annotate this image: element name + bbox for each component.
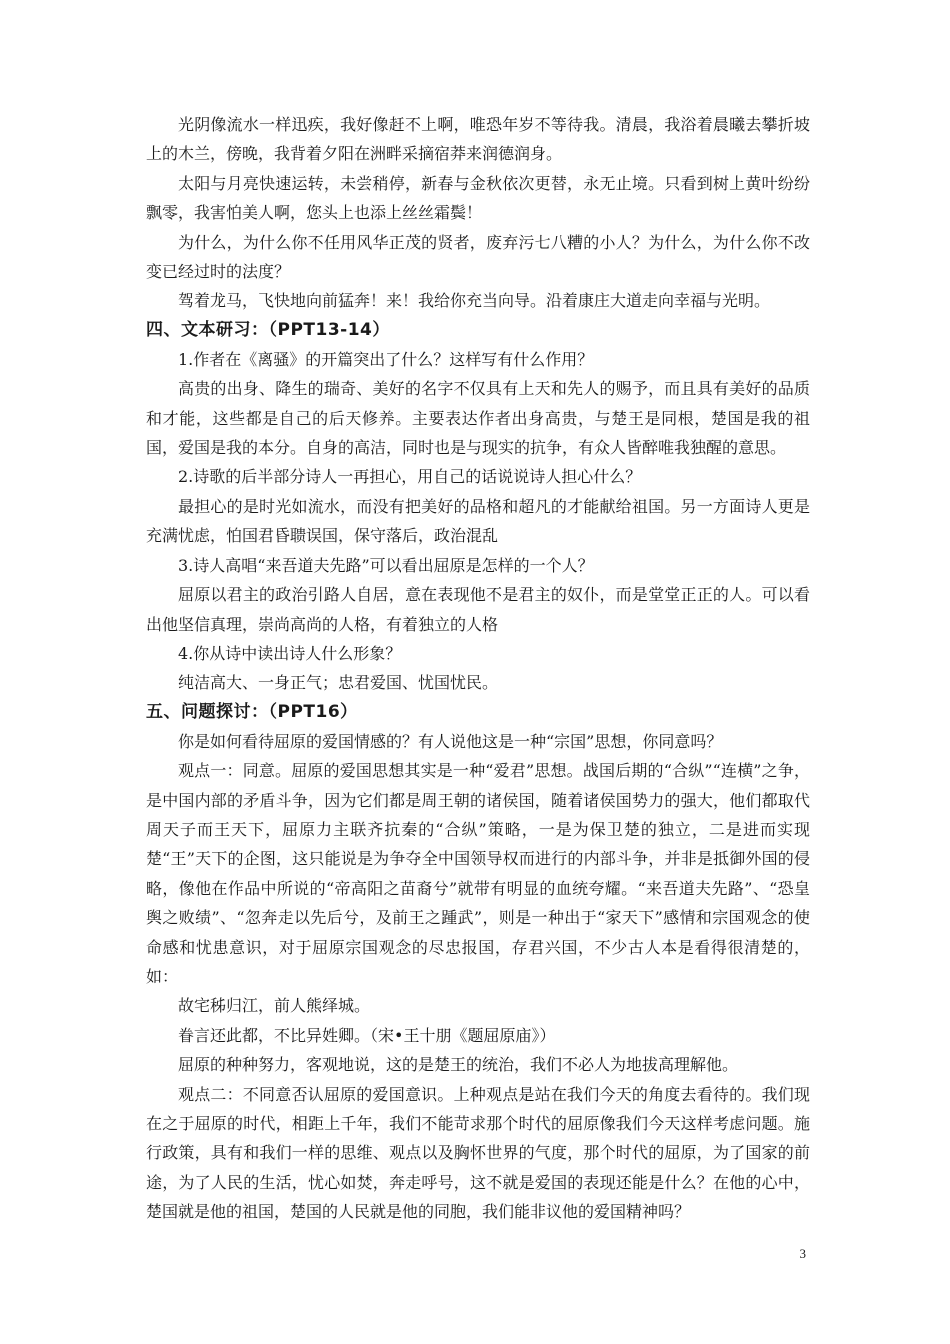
viewpoint-paragraph: 观点一：同意。屈原的爱国思想其实是一种“爱君”思想。战国后期的“合纵”“连横”之争，是中国内部的矛盾斗争，因为它们都是周王朝的诸侯国，随着诸侯国势力的强大，他们都取代周天子而王天下，屈原力主联齐抗秦的“合纵”策略，一是为保卫楚的独立，二是进而实现楚“王”天下的企图，这只能说是为争夺全中国领导权而进行的内部斗争，并非是抵御外国的侵略，像他在作品中所说的“帝高阳之苗裔兮”就带有明显的血统夸耀。“来吾道夫先路”、“恐皇舆之败绩”、“忽奔走以先后兮，及前王之踵武”，则是一种出于“家天下”感情和宗国观念的使命感和忧患意识，对于屈原宗国观念的尽忠报国，存君兴国，不少古人本是看得很清楚的，如： [146,761,810,986]
poem-line: 眷言还此都，不比异姓卿。（宋•王十朋《题屈原庙》） [178,1025,556,1045]
question: 3.诗人高唱“来吾道夫先路”可以看出屈原是怎样的一个人？ [178,555,594,575]
document-body [146,110,810,1227]
answer: 最担心的是时光如流水，而没有把美好的品格和超凡的才能献给祖国。另一方面诗人更是充满忧虑，怕国君昏聩误国，保守落后，政治混乱 [146,496,810,546]
question: 你是如何看待屈原的爱国情感的？有人说他这是一种“宗国”思想，你同意吗？ [178,731,723,751]
poem-line: 故宅秭归江，前人熊绎城。 [178,996,371,1016]
answer: 纯洁高大、一身正气；忠君爱国、忧国忧民。 [178,673,499,693]
question: 4.你从诗中读出诗人什么形象？ [178,643,402,663]
paragraph: 屈原的种种努力，客观地说，这的是楚王的统治，我们不必人为地拔高理解他。 [178,1055,739,1075]
paragraph: 为什么，为什么你不任用风华正茂的贤者，废弃污七八糟的小人？为什么，为什么你不改变已经过时的法度？ [146,232,810,282]
answer: 高贵的出身、降生的瑞奇、美好的名字不仅具有上天和先人的赐予，而且具有美好的品质和才能，这些都是自己的后天修养。主要表达作者出身高贵，与楚王是同根，楚国是我的祖国，爱国是我的本分。自身的高洁，同时也是与现实的抗争，有众人皆醉唯我独醒的意思。 [146,379,810,458]
viewpoint-paragraph: 观点二：不同意否认屈原的爱国意识。上种观点是站在我们今天的角度去看待的。我们现在之于屈原的时代，相距上千年，我们不能苛求那个时代的屈原像我们今天这样考虑问题。施行政策，具有和我们一样的思维、观点以及胸怀世界的气度，那个时代的屈原，为了国家的前途，为了人民的生活，忧心如焚，奔走呼号，这不就是爱国的表现还能是什么？在他的心中，楚国就是他的祖国，楚国的人民就是他的同胞，我们能非议他的爱国精神吗？ [146,1084,810,1222]
paragraph: 光阴像流水一样迅疾，我好像赶不上啊，唯恐年岁不等待我。清晨，我浴着晨曦去攀折坡上的木兰，傍晚，我背着夕阳在洲畔采摘宿莽来润德润身。 [146,115,810,164]
question: 1.作者在《离骚》的开篇突出了什么？这样写有什么作用？ [178,349,594,369]
question: 2.诗歌的后半部分诗人一再担心，用自己的话说说诗人担心什么？ [178,467,642,487]
paragraph: 驾着龙马，飞快地向前猛奔！来！我给你充当向导。沿着康庄大道走向幸福与光明。 [178,291,771,311]
section-heading: 五、问题探讨：（PPT16） [146,701,358,722]
answer: 屈原以君主的政治引路人自居，意在表现他不是君主的奴仆，而是堂堂正正的人。可以看出他坚信真理，崇尚高尚的人格，有着独立的人格 [146,585,810,634]
paragraph: 太阳与月亮快速运转，未尝稍停，新春与金秋依次更替，永无止境。只看到树上黄叶纷纷飘零，我害怕美人啊，您头上也添上丝丝霜鬓！ [146,173,810,223]
page-number: 3 [799,1246,806,1261]
section-heading: 四、文本研习：（PPT13-14） [146,319,390,340]
